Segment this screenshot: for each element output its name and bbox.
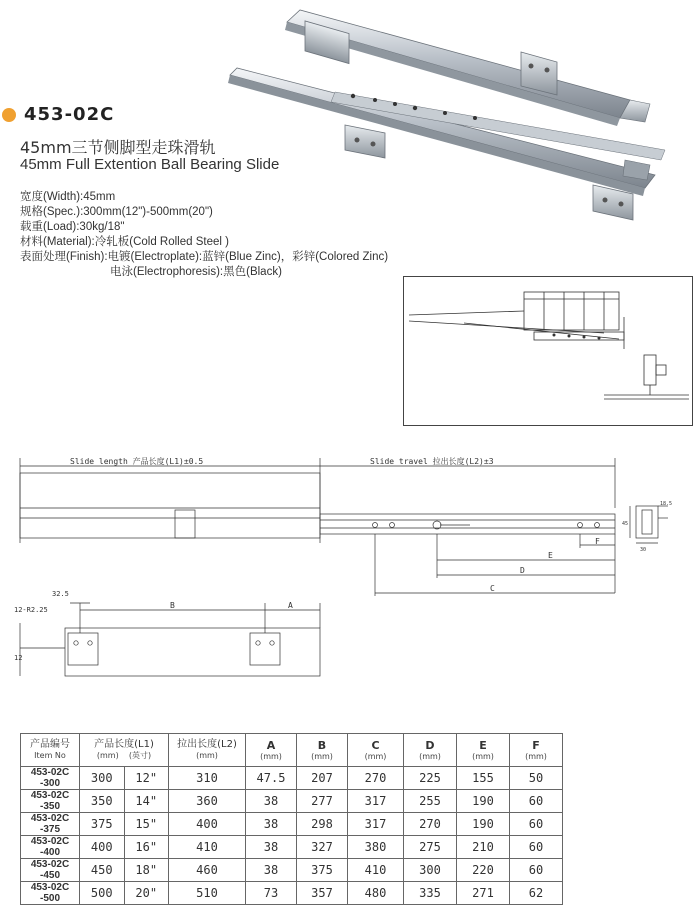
- spec-material: 材料(Material):冷轧板(Cold Rolled Steel ): [20, 236, 229, 248]
- cell-item: 453-02C -500: [21, 882, 80, 905]
- header-a: [246, 734, 297, 767]
- header-a-mm: (mm): [260, 751, 282, 761]
- cell-l1-mm: 350: [80, 790, 125, 813]
- table-row: [21, 813, 563, 836]
- header-e-mm: (mm): [472, 751, 494, 761]
- cell-l1-mm: 500: [80, 882, 125, 905]
- cell-d: 225: [404, 767, 457, 790]
- cell-c: 317: [348, 790, 404, 813]
- cell-item: 453-02C -350: [21, 790, 80, 813]
- cell-item: 453-02C -300: [21, 767, 80, 790]
- cell-l2: 360: [169, 790, 246, 813]
- header-e: [457, 734, 510, 767]
- table-row: [21, 790, 563, 813]
- dim-325-label: 32.5: [52, 590, 69, 598]
- cell-b: 277: [297, 790, 348, 813]
- header-item-cn: 产品编号: [30, 739, 70, 750]
- cell-e: 210: [457, 836, 510, 859]
- header-c-mm: (mm): [364, 751, 387, 761]
- cell-f: 60: [510, 836, 563, 859]
- cell-l1-inch: 12": [124, 767, 169, 790]
- cell-d: 300: [404, 859, 457, 882]
- header-b-label: B: [317, 738, 327, 752]
- header-f-mm: (mm): [525, 751, 547, 761]
- dim-f-label: F: [595, 537, 600, 546]
- side-h-label: 18.5: [660, 501, 673, 507]
- cell-l2: 400: [169, 813, 246, 836]
- cell-e: 155: [457, 767, 510, 790]
- header-b-mm: (mm): [311, 751, 333, 761]
- cell-d: 270: [404, 813, 457, 836]
- cell-e: 271: [457, 882, 510, 905]
- header-l1-inch: (英寸): [128, 751, 152, 760]
- cell-b: 327: [297, 836, 348, 859]
- cell-l1-inch: 20": [124, 882, 169, 905]
- slide-travel-label: Slide travel 拉出长度(L2)±3: [370, 457, 494, 466]
- dim-r-label: 12-R2.25: [14, 606, 48, 614]
- side-45-label: 45: [622, 521, 629, 527]
- cell-l2: 310: [169, 767, 246, 790]
- header-l1-mm: (mm): [96, 751, 119, 760]
- installation-drawing: [404, 277, 692, 425]
- installation-inset: [403, 276, 693, 426]
- header-e-label: E: [479, 738, 487, 752]
- dim-b-label: B: [170, 601, 175, 610]
- dim-c-label: C: [490, 584, 495, 593]
- slide-length-label: Slide length 产品长度(L1)±0.5: [70, 457, 204, 466]
- table-row: [21, 767, 563, 790]
- side-w-label: 30: [640, 547, 647, 553]
- header-f: [510, 734, 563, 767]
- cell-a: 73: [246, 882, 297, 905]
- cell-c: 270: [348, 767, 404, 790]
- header-l1: [80, 734, 169, 767]
- cell-e: 220: [457, 859, 510, 882]
- header-c: [348, 734, 404, 767]
- cell-d: 275: [404, 836, 457, 859]
- cell-a: 38: [246, 859, 297, 882]
- cell-f: 60: [510, 813, 563, 836]
- header-f-label: F: [532, 738, 540, 752]
- cell-e: 190: [457, 790, 510, 813]
- header-l1-units: [80, 751, 168, 761]
- cell-l1-mm: 375: [80, 813, 125, 836]
- cell-a: 38: [246, 813, 297, 836]
- cell-l2: 510: [169, 882, 246, 905]
- dim-12-label: 12: [14, 654, 23, 662]
- spec-electrophoresis: 电泳(Electrophoresis):黑色(Black): [110, 266, 282, 278]
- table-row: [21, 859, 563, 882]
- bullet-icon: [2, 108, 16, 122]
- header-item: [21, 734, 80, 767]
- cell-l1-mm: 450: [80, 859, 125, 882]
- cell-item: 453-02C -450: [21, 859, 80, 882]
- cell-b: 207: [297, 767, 348, 790]
- cell-c: 317: [348, 813, 404, 836]
- cell-c: 410: [348, 859, 404, 882]
- cell-l2: 460: [169, 859, 246, 882]
- header-l2-mm: (mm): [196, 751, 218, 760]
- cell-l1-inch: 14": [124, 790, 169, 813]
- cell-d: 255: [404, 790, 457, 813]
- cell-b: 375: [297, 859, 348, 882]
- header-d: [404, 734, 457, 767]
- cell-f: 62: [510, 882, 563, 905]
- product-photo: [225, 0, 675, 225]
- cell-l1-mm: 400: [80, 836, 125, 859]
- table-row: [21, 836, 563, 859]
- cell-l1-inch: 15": [124, 813, 169, 836]
- dim-a-label: A: [288, 601, 293, 610]
- spec-finish: 表面处理(Finish):电镀(Electroplate):蓝锌(Blue Zinc)，彩锌(Colored Zinc): [20, 251, 389, 263]
- cell-d: 335: [404, 882, 457, 905]
- cell-a: 38: [246, 836, 297, 859]
- header-l1-label: 产品长度(L1): [94, 739, 154, 750]
- cell-f: 60: [510, 859, 563, 882]
- spec-width: 宽度(Width):45mm: [20, 191, 116, 203]
- header-d-label: D: [425, 738, 435, 752]
- header-l2-label: 拉出长度(L2): [177, 739, 237, 750]
- cell-a: 47.5: [246, 767, 297, 790]
- header-c-label: C: [371, 738, 380, 752]
- header-item-en: Item No: [34, 751, 66, 760]
- cell-l1-inch: 18": [124, 859, 169, 882]
- technical-drawing: [0, 448, 700, 678]
- cell-l1-mm: 300: [80, 767, 125, 790]
- table-row: [21, 882, 563, 905]
- cell-b: 298: [297, 813, 348, 836]
- dim-e-label: E: [548, 551, 553, 560]
- cell-e: 190: [457, 813, 510, 836]
- header-a-label: A: [266, 738, 276, 752]
- cell-b: 357: [297, 882, 348, 905]
- cell-l2: 410: [169, 836, 246, 859]
- cell-item: 453-02C -375: [21, 813, 80, 836]
- title-chinese: 45mm三节侧脚型走珠滑轨: [20, 138, 216, 157]
- table-header-row: [21, 734, 563, 767]
- dim-d-label: D: [520, 566, 525, 575]
- cell-item: 453-02C -400: [21, 836, 80, 859]
- header-b: [297, 734, 348, 767]
- cell-f: 50: [510, 767, 563, 790]
- title-english: 45mm Full Extention Ball Bearing Slide: [20, 156, 280, 173]
- cell-l1-inch: 16": [124, 836, 169, 859]
- header-d-mm: (mm): [419, 751, 441, 761]
- spec-load: 载重(Load):30kg/18": [20, 221, 125, 233]
- spec-size: 规格(Spec.):300mm(12")-500mm(20"): [20, 206, 213, 218]
- header-l2: [169, 734, 246, 767]
- model-heading: [0, 104, 114, 125]
- cell-a: 38: [246, 790, 297, 813]
- cell-f: 60: [510, 790, 563, 813]
- cell-c: 480: [348, 882, 404, 905]
- spec-table: [20, 733, 563, 905]
- cell-c: 380: [348, 836, 404, 859]
- model-code: 453-02C: [24, 104, 115, 125]
